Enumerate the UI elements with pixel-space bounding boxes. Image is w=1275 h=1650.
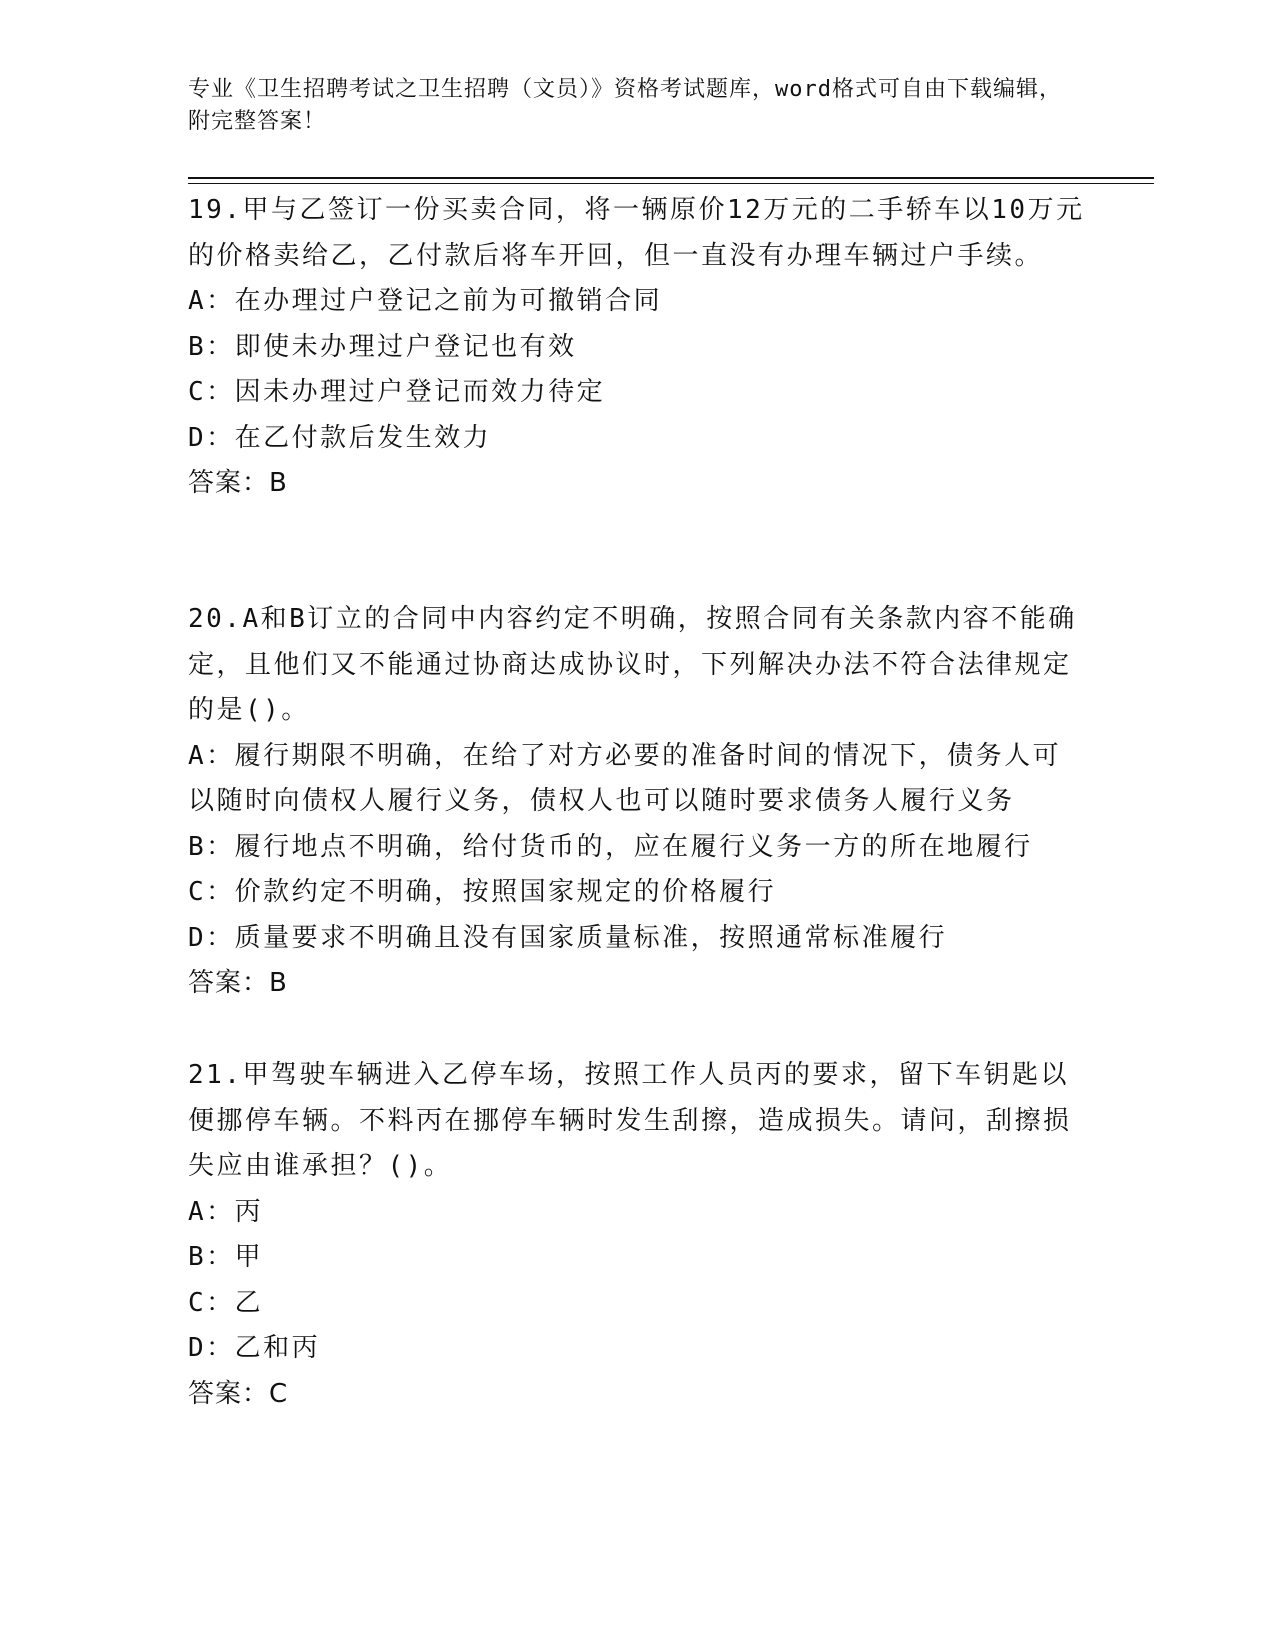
option-c: C：价款约定不明确，按照国家规定的价格履行 (188, 877, 777, 907)
question-stem: 21.甲驾驶车辆进入乙停车场，按照工作人员丙的要求，留下车钥匙以便挪停车辆。不料丙在挪停车辆时发生刮擦，造成损失。请问，刮擦损失应由谁承担？()。 (188, 1060, 1072, 1181)
option-b: B：履行地点不明确，给付货币的，应在履行义务一方的所在地履行 (188, 831, 1033, 862)
question-19 (188, 188, 1088, 507)
option-a: A：在办理过户登记之前为可撤销合同 (188, 286, 663, 316)
header-divider-thin (188, 183, 1154, 184)
question-20 (188, 597, 1088, 1007)
answer: 答案：B (188, 468, 288, 498)
question-stem: 19.甲与乙签订一份买卖合同，将一辆原价12万元的二手轿车以10万元的价格卖给乙，乙付款后将车开回，但一直没有办理车辆过户手续。 (188, 195, 1085, 271)
option-b: B：即使未办理过户登记也有效 (188, 331, 577, 362)
option-d: D：在乙付款后发生效力 (188, 422, 492, 453)
option-c: C：乙 (188, 1287, 264, 1318)
option-d: D：乙和丙 (188, 1333, 321, 1363)
question-stem: 20.A和B订立的合同中内容约定不明确，按照合同有关条款内容不能确定，且他们又不能通过协商达成协议时，下列解决办法不符合法律规定的是()。 (188, 604, 1077, 725)
option-a: A：丙 (188, 1196, 264, 1227)
question-21 (188, 1053, 1088, 1417)
document-header: 专业《卫生招聘考试之卫生招聘（文员）》资格考试题库，word格式可自由下载编辑，附完整答案！ (188, 77, 1062, 134)
option-d: D：质量要求不明确且没有国家质量标准，按照通常标准履行 (188, 922, 948, 953)
answer: 答案：B (188, 968, 288, 998)
header-divider-thick (188, 177, 1154, 179)
option-a: A：履行期限不明确，在给了对方必要的准备时间的情况下，债务人可以随时向债权人履行义务，债权人也可以随时要求债务人履行义务 (188, 740, 1062, 816)
option-b: B：甲 (188, 1242, 264, 1272)
option-c: C：因未办理过户登记而效力待定 (188, 377, 606, 407)
answer: 答案：C (188, 1378, 289, 1409)
